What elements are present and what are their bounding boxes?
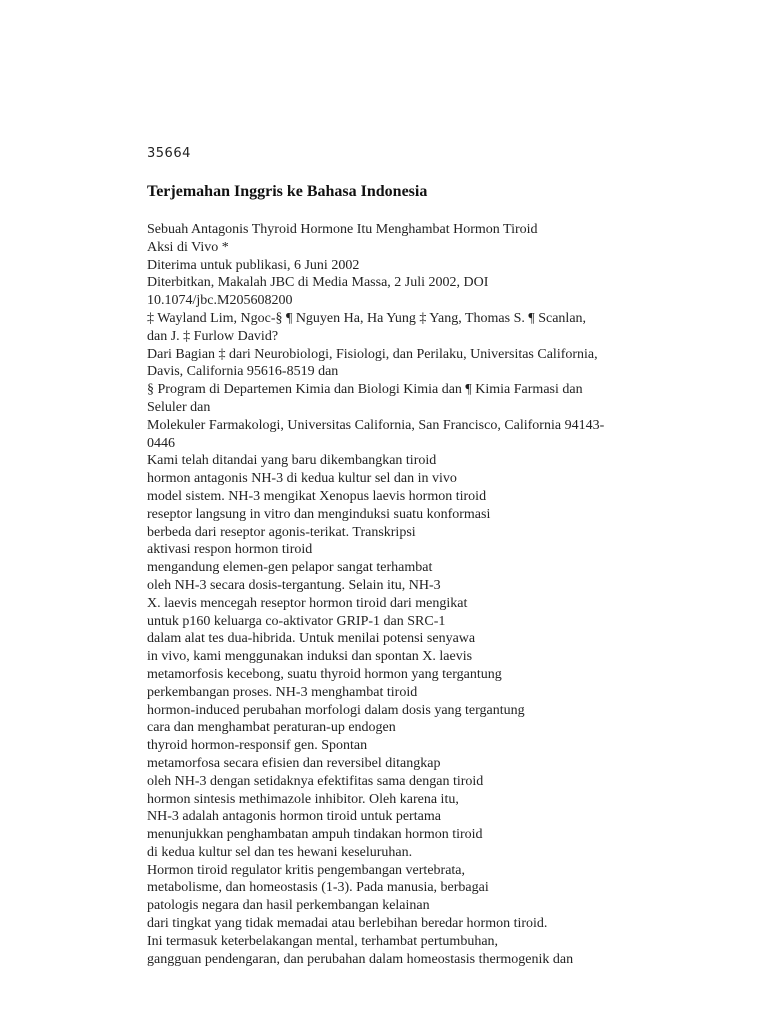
text-line: Sebuah Antagonis Thyroid Hormone Itu Menghambat Hormon Tiroid (147, 222, 538, 237)
text-line: § Program di Departemen Kimia dan Biologi Kimia dan ¶ Kimia Farmasi dan (147, 382, 583, 398)
text-line: gangguan pendengaran, dan perubahan dalam homeostasis thermogenik dan (147, 951, 574, 967)
text-line: in vivo, kami menggunakan induksi dan spontan X. laevis (147, 649, 473, 665)
text-line: 0446 (147, 435, 175, 451)
document-title: Terjemahan Inggris ke Bahasa Indonesia (147, 183, 428, 200)
text-line: di kedua kultur sel dan tes hewani keseluruhan. (147, 844, 413, 860)
text-line: metabolisme, dan homeostasis (1-3). Pada manusia, berbagai (147, 880, 489, 896)
text-line: Hormon tiroid regulator kritis pengembangan vertebrata, (147, 862, 466, 878)
text-line: Davis, California 95616-8519 dan (147, 364, 339, 380)
document-body (147, 221, 667, 968)
text-line: patologis negara dan hasil perkembangan kelainan (147, 898, 430, 914)
text-line: thyroid hormon-responsif gen. Spontan (147, 738, 368, 754)
document-number: 35664 (147, 146, 191, 161)
text-line: aktivasi respon hormon tiroid (147, 542, 313, 558)
text-line: Kami telah ditandai yang baru dikembangkan tiroid (147, 453, 437, 469)
text-line: Molekuler Farmakologi, Universitas California, San Francisco, California 94143- (147, 417, 605, 433)
text-line: perkembangan proses. NH-3 menghambat tiroid (147, 684, 418, 700)
text-line: metamorfosis kecebong, suatu thyroid hormon yang tergantung (147, 666, 502, 682)
text-line: Diterbitkan, Makalah JBC di Media Massa, 2 Juli 2002, DOI (147, 275, 489, 291)
text-line: NH-3 adalah antagonis hormon tiroid untuk pertama (147, 809, 441, 825)
text-line: hormon antagonis NH-3 di kedua kultur sel dan in vivo (147, 471, 457, 487)
text-line: cara dan menghambat peraturan-up endogen (147, 720, 396, 736)
text-line: menunjukkan penghambatan ampuh tindakan hormon tiroid (147, 827, 483, 843)
text-line: Aksi di Vivo * (147, 239, 229, 255)
text-line: untuk p160 keluarga co-aktivator GRIP-1 dan SRC-1 (147, 613, 446, 629)
text-line: berbeda dari reseptor agonis-terikat. Transkripsi (147, 524, 416, 540)
text-line: oleh NH-3 secara dosis-tergantung. Selain itu, NH-3 (147, 577, 441, 593)
text-line: hormon-induced perubahan morfologi dalam dosis yang tergantung (147, 702, 525, 718)
text-line: 10.1074/jbc.M205608200 (147, 293, 293, 309)
text-line: metamorfosa secara efisien dan reversibel ditangkap (147, 755, 441, 771)
text-line: hormon sintesis methimazole inhibitor. Oleh karena itu, (147, 791, 459, 807)
text-line: mengandung elemen-gen pelapor sangat terhambat (147, 560, 433, 576)
text-line: Ini termasuk keterbelakangan mental, terhambat pertumbuhan, (147, 933, 499, 949)
text-line: ‡ Wayland Lim, Ngoc-§ ¶ Nguyen Ha, Ha Yung ‡ Yang, Thomas S. ¶ Scanlan, (147, 310, 587, 326)
text-line: X. laevis mencegah reseptor hormon tiroid dari mengikat (147, 595, 468, 611)
text-line: dan J. ‡ Furlow David? (147, 328, 279, 344)
text-line: Dari Bagian ‡ dari Neurobiologi, Fisiologi, dan Perilaku, Universitas California, (147, 346, 598, 362)
text-line: dalam alat tes dua-hibrida. Untuk menilai potensi senyawa (147, 631, 476, 647)
text-line: reseptor langsung in vitro dan menginduksi suatu konformasi (147, 506, 491, 522)
text-line: Seluler dan (147, 399, 211, 415)
text-line: model sistem. NH-3 mengikat Xenopus laevis hormon tiroid (147, 488, 487, 504)
text-line: oleh NH-3 dengan setidaknya efektifitas sama dengan tiroid (147, 773, 484, 789)
text-line: Diterima untuk publikasi, 6 Juni 2002 (147, 257, 360, 273)
text-line: dari tingkat yang tidak memadai atau berlebihan beredar hormon tiroid. (147, 916, 548, 932)
